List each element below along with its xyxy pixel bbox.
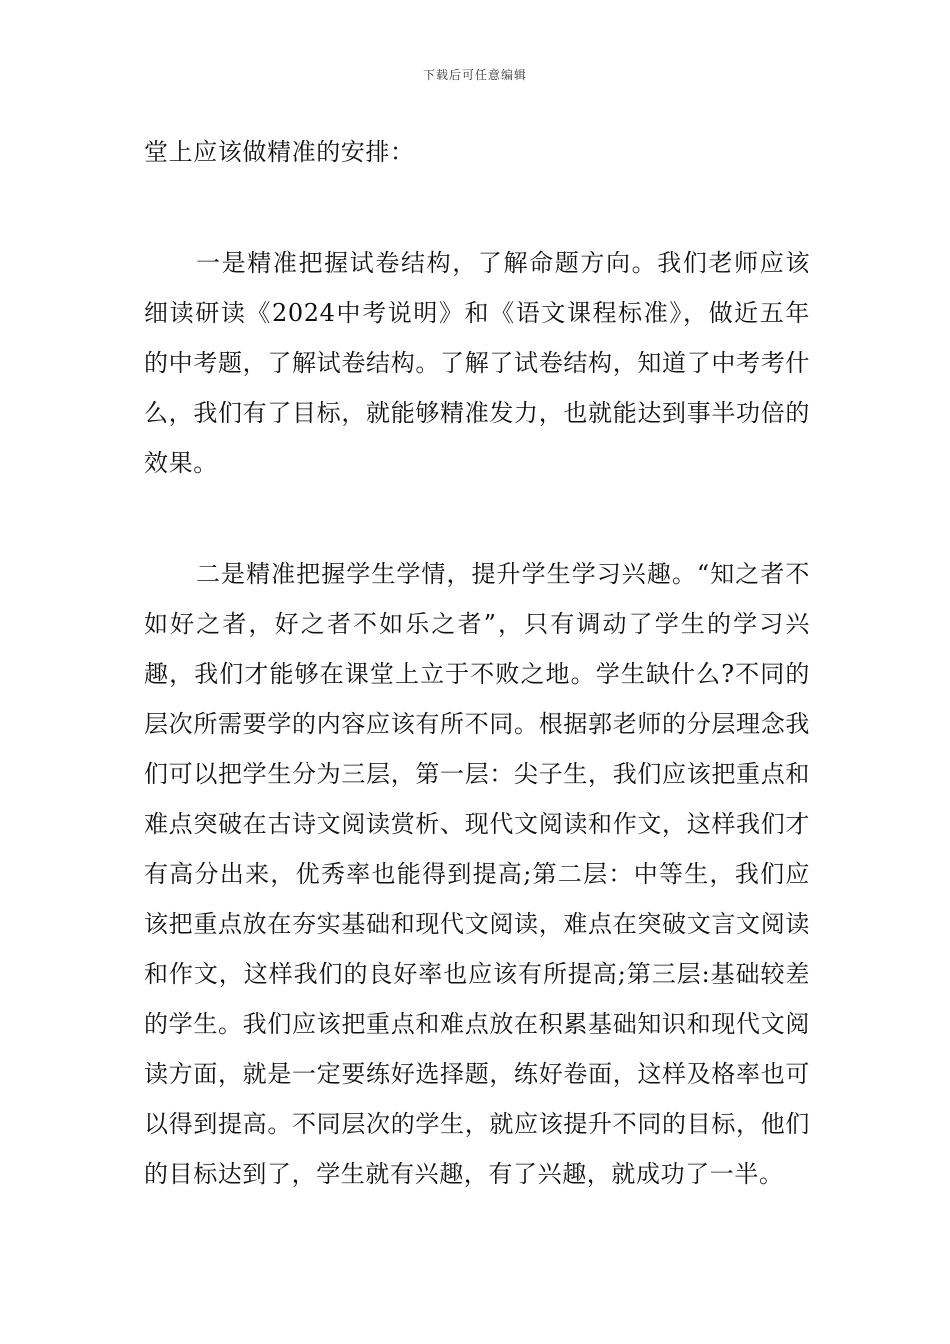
paragraph-exam-structure: 一是精准把握试卷结构，了解命题方向。我们老师应该细读研读《2024中考说明》和《语文课程标准》，做近五年的中考题，了解试卷结构。了解了试卷结构，知道了中考考什么，我们有了目标，就能够精准发力，也就能达到事半功倍的效果。 [144, 249, 810, 477]
paragraph-gap [144, 488, 810, 549]
page-header-note: 下载后可任意编辑 [422, 68, 527, 82]
document-body [144, 127, 810, 1199]
paragraph-intro: 堂上应该做精准的安排： [144, 138, 415, 166]
paragraph-student-interest: 二是精准把握学生学情，提升学生学习兴趣。“知之者不如好之者，好之者不如乐之者”，只有调动了学生的学习兴趣，我们才能够在课堂上立于不败之地。学生缺什么?不同的层次所需要学的内容应该有所不同。根据郭老师的分层理念我们可以把学生分为三层，第一层：尖子生，我们应该把重点和难点突破在古诗文阅读赏析、现代文阅读和作文，这样我们才有高分出来，优秀率也能得到提高;第二层：中等生，我们应该把重点放在夯实基础和现代文阅读，难点在突破文言文阅读和作文，这样我们的良好率也应该有所提高;第三层:基础较差的学生。我们应该把重点和难点放在积累基础知识和现代文阅读方面，就是一定要练好选择题，练好卷面，这样及格率也可以得到提高。不同层次的学生，就应该提升不同的目标，他们的目标达到了，学生就有兴趣，有了兴趣，就成功了一半。 [144, 560, 810, 1188]
paragraph-gap [144, 177, 810, 238]
